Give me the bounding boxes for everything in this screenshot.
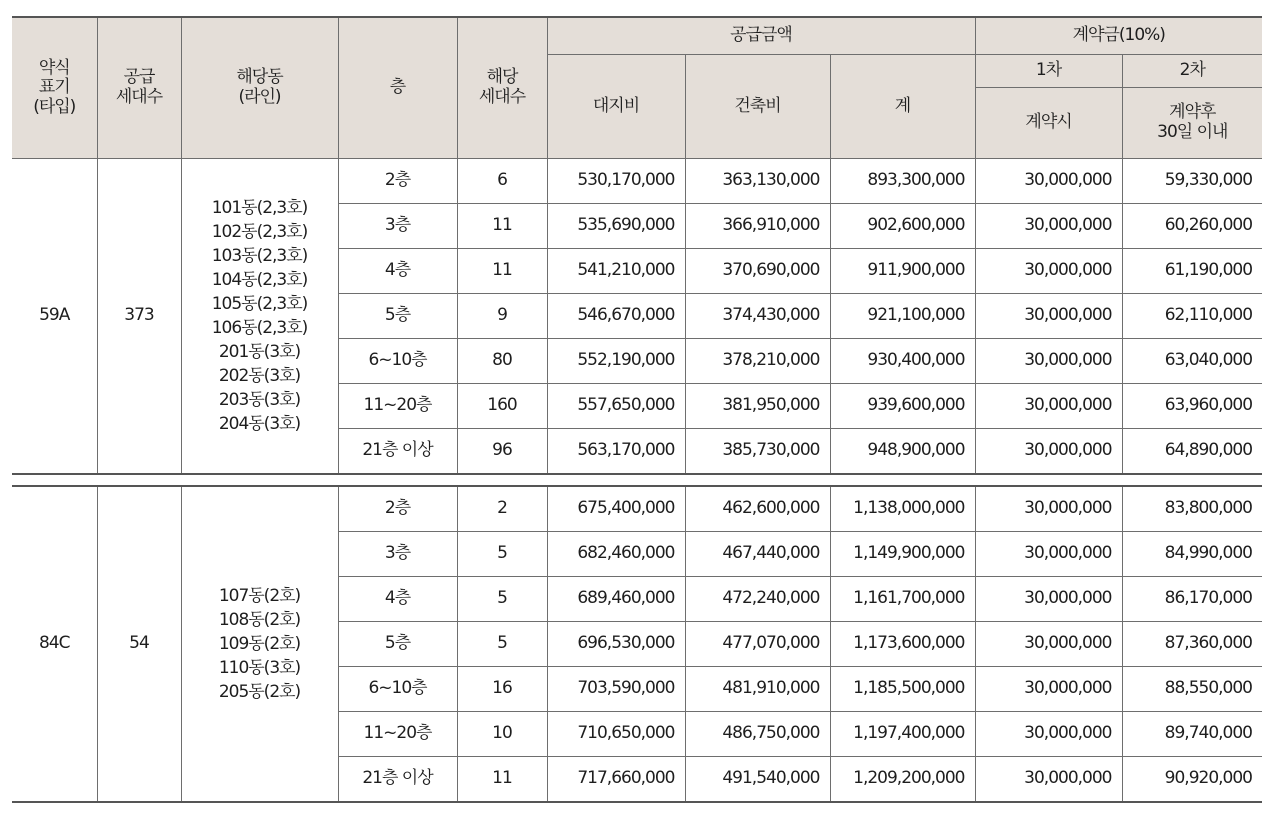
building-cost-cell: 370,690,000 — [685, 249, 830, 294]
units-cell: 5 — [457, 532, 547, 577]
floor-cell: 4층 — [338, 249, 457, 294]
dong-line: 106동(2,3호) — [211, 318, 308, 338]
second-deposit-cell: 89,740,000 — [1122, 712, 1262, 757]
building-cost-cell: 366,910,000 — [685, 204, 830, 249]
second-deposit-cell: 83,800,000 — [1122, 486, 1262, 532]
land-cost-cell: 710,650,000 — [547, 712, 685, 757]
first-deposit-cell: 30,000,000 — [975, 622, 1122, 667]
header-supply-amount: 공급금액 — [547, 17, 975, 55]
total-cost-cell: 911,900,000 — [830, 249, 975, 294]
floor-cell: 11~20층 — [338, 712, 457, 757]
building-cost-cell: 385,730,000 — [685, 429, 830, 475]
second-deposit-cell: 64,890,000 — [1122, 429, 1262, 475]
units-cell: 2 — [457, 486, 547, 532]
header-supply-units: 공급 세대수 — [97, 17, 181, 159]
first-deposit-cell: 30,000,000 — [975, 532, 1122, 577]
units-cell: 10 — [457, 712, 547, 757]
dong-line: 202동(3호) — [218, 366, 301, 386]
total-cost-cell: 1,209,200,000 — [830, 757, 975, 803]
land-cost-cell: 552,190,000 — [547, 339, 685, 384]
units-cell: 11 — [457, 757, 547, 803]
building-cost-cell: 491,540,000 — [685, 757, 830, 803]
header-deposit: 계약금(10%) — [975, 17, 1262, 55]
first-deposit-cell: 30,000,000 — [975, 757, 1122, 803]
dong-line: 109동(2호) — [218, 634, 301, 654]
building-cost-cell: 381,950,000 — [685, 384, 830, 429]
second-deposit-cell: 62,110,000 — [1122, 294, 1262, 339]
dong-line: 101동(2,3호) — [211, 198, 308, 218]
total-cost-cell: 1,149,900,000 — [830, 532, 975, 577]
building-cost-cell: 481,910,000 — [685, 667, 830, 712]
total-cost-cell: 893,300,000 — [830, 159, 975, 204]
land-cost-cell: 703,590,000 — [547, 667, 685, 712]
floor-cell: 21층 이상 — [338, 757, 457, 803]
header-land: 대지비 — [547, 55, 685, 159]
second-deposit-cell: 84,990,000 — [1122, 532, 1262, 577]
land-cost-cell: 541,210,000 — [547, 249, 685, 294]
second-deposit-cell: 59,330,000 — [1122, 159, 1262, 204]
group-59a — [12, 159, 1262, 475]
floor-cell: 11~20층 — [338, 384, 457, 429]
first-deposit-cell: 30,000,000 — [975, 384, 1122, 429]
header-first-installment: 1차 — [975, 55, 1122, 88]
table-header — [12, 17, 1262, 159]
total-cost-cell: 939,600,000 — [830, 384, 975, 429]
first-deposit-cell: 30,000,000 — [975, 577, 1122, 622]
land-cost-cell: 535,690,000 — [547, 204, 685, 249]
units-cell: 6 — [457, 159, 547, 204]
supply-units-cell: 373 — [97, 159, 181, 475]
second-deposit-cell: 63,040,000 — [1122, 339, 1262, 384]
total-cost-cell: 1,185,500,000 — [830, 667, 975, 712]
header-type: 약식 표기 (타입) — [12, 17, 97, 159]
dong-line: 102동(2,3호) — [211, 222, 308, 242]
floor-cell: 3층 — [338, 204, 457, 249]
second-deposit-cell: 60,260,000 — [1122, 204, 1262, 249]
building-cost-cell: 467,440,000 — [685, 532, 830, 577]
units-cell: 11 — [457, 204, 547, 249]
first-deposit-cell: 30,000,000 — [975, 159, 1122, 204]
total-cost-cell: 1,138,000,000 — [830, 486, 975, 532]
header-second-sub: 계약후 30일 이내 — [1122, 88, 1262, 159]
total-cost-cell: 902,600,000 — [830, 204, 975, 249]
floor-cell: 2층 — [338, 159, 457, 204]
dong-line: 205동(2호) — [218, 682, 301, 702]
building-cost-cell: 462,600,000 — [685, 486, 830, 532]
floor-cell: 3층 — [338, 532, 457, 577]
second-deposit-cell: 88,550,000 — [1122, 667, 1262, 712]
units-cell: 9 — [457, 294, 547, 339]
dong-line: 108동(2호) — [218, 610, 301, 630]
units-cell: 5 — [457, 577, 547, 622]
land-cost-cell: 689,460,000 — [547, 577, 685, 622]
first-deposit-cell: 30,000,000 — [975, 712, 1122, 757]
land-cost-cell: 546,670,000 — [547, 294, 685, 339]
first-deposit-cell: 30,000,000 — [975, 294, 1122, 339]
land-cost-cell: 717,660,000 — [547, 757, 685, 803]
second-deposit-cell: 90,920,000 — [1122, 757, 1262, 803]
floor-cell: 6~10층 — [338, 339, 457, 384]
units-cell: 96 — [457, 429, 547, 475]
dong-line: 204동(3호) — [218, 414, 301, 434]
units-cell: 5 — [457, 622, 547, 667]
first-deposit-cell: 30,000,000 — [975, 486, 1122, 532]
total-cost-cell: 1,161,700,000 — [830, 577, 975, 622]
building-cost-cell: 363,130,000 — [685, 159, 830, 204]
total-cost-cell: 948,900,000 — [830, 429, 975, 475]
type-cell: 59A — [12, 159, 97, 475]
header-building: 건축비 — [685, 55, 830, 159]
dong-line: 105동(2,3호) — [211, 294, 308, 314]
header-total: 계 — [830, 55, 975, 159]
floor-cell: 5층 — [338, 622, 457, 667]
dong-line: 103동(2,3호) — [211, 246, 308, 266]
dong-line: 107동(2호) — [218, 586, 301, 606]
land-cost-cell: 530,170,000 — [547, 159, 685, 204]
building-cost-cell: 378,210,000 — [685, 339, 830, 384]
dong-line: 110동(3호) — [218, 658, 301, 678]
header-floor: 층 — [338, 17, 457, 159]
land-cost-cell: 675,400,000 — [547, 486, 685, 532]
land-cost-cell: 696,530,000 — [547, 622, 685, 667]
type-cell: 84C — [12, 486, 97, 802]
floor-cell: 21층 이상 — [338, 429, 457, 475]
dong-cell — [181, 486, 338, 802]
total-cost-cell: 1,173,600,000 — [830, 622, 975, 667]
header-dong: 해당동 (라인) — [181, 17, 338, 159]
dong-line: 203동(3호) — [218, 390, 301, 410]
first-deposit-cell: 30,000,000 — [975, 204, 1122, 249]
table-row — [12, 486, 1262, 532]
second-deposit-cell: 87,360,000 — [1122, 622, 1262, 667]
table-row — [12, 159, 1262, 204]
supply-units-cell: 54 — [97, 486, 181, 802]
first-deposit-cell: 30,000,000 — [975, 429, 1122, 475]
floor-cell: 2층 — [338, 486, 457, 532]
land-cost-cell: 682,460,000 — [547, 532, 685, 577]
dong-line: 201동(3호) — [218, 342, 301, 362]
total-cost-cell: 1,197,400,000 — [830, 712, 975, 757]
price-table-container — [12, 16, 1262, 803]
units-cell: 160 — [457, 384, 547, 429]
supply-price-table-84c — [12, 485, 1262, 803]
building-cost-cell: 472,240,000 — [685, 577, 830, 622]
first-deposit-cell: 30,000,000 — [975, 667, 1122, 712]
units-cell: 80 — [457, 339, 547, 384]
second-deposit-cell: 63,960,000 — [1122, 384, 1262, 429]
floor-cell: 4층 — [338, 577, 457, 622]
floor-cell: 5층 — [338, 294, 457, 339]
header-units: 해당 세대수 — [457, 17, 547, 159]
first-deposit-cell: 30,000,000 — [975, 249, 1122, 294]
building-cost-cell: 374,430,000 — [685, 294, 830, 339]
second-deposit-cell: 86,170,000 — [1122, 577, 1262, 622]
land-cost-cell: 563,170,000 — [547, 429, 685, 475]
header-second-installment: 2차 — [1122, 55, 1262, 88]
land-cost-cell: 557,650,000 — [547, 384, 685, 429]
total-cost-cell: 921,100,000 — [830, 294, 975, 339]
building-cost-cell: 486,750,000 — [685, 712, 830, 757]
floor-cell: 6~10층 — [338, 667, 457, 712]
building-cost-cell: 477,070,000 — [685, 622, 830, 667]
units-cell: 11 — [457, 249, 547, 294]
dong-cell — [181, 159, 338, 475]
supply-price-table — [12, 16, 1262, 475]
units-cell: 16 — [457, 667, 547, 712]
header-first-sub: 계약시 — [975, 88, 1122, 159]
second-deposit-cell: 61,190,000 — [1122, 249, 1262, 294]
group-84c — [12, 486, 1262, 802]
first-deposit-cell: 30,000,000 — [975, 339, 1122, 384]
total-cost-cell: 930,400,000 — [830, 339, 975, 384]
dong-line: 104동(2,3호) — [211, 270, 308, 290]
